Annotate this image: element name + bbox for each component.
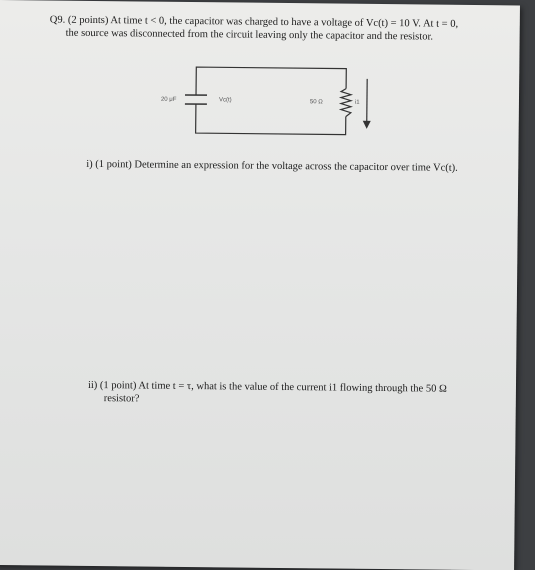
voltage-label: Vc(t) xyxy=(218,97,232,104)
resistor-symbol xyxy=(341,89,351,117)
part-ii-prompt xyxy=(88,379,508,409)
current-label: i1 xyxy=(354,99,360,106)
top-wire xyxy=(196,67,346,97)
current-arrow-head xyxy=(363,121,371,129)
question-line-2: the source was disconnected from the circuit leaving only the capacitor and the resistor. xyxy=(65,27,434,43)
part-ii-line-1: ii) (1 point) At time t = τ, what is the value of the current i1 flowing through the 50 Ω xyxy=(87,379,447,395)
resistor-label: 50 Ω xyxy=(309,99,323,106)
part-i-prompt: i) (1 point) Determine an expression for the voltage across the capacitor over time Vc(t). xyxy=(86,158,458,174)
part-ii-line-2: resistor? xyxy=(103,393,140,405)
rc-circuit-diagram xyxy=(149,57,380,144)
capacitor-label: 20 μF xyxy=(160,96,177,103)
question-line-1: Q9. (2 points) At time t < 0, the capacitor was charged to have a voltage of Vc(t) = 10 V. At t = 0, xyxy=(49,14,459,30)
question-header xyxy=(50,14,510,45)
bottom-wire xyxy=(196,104,346,135)
